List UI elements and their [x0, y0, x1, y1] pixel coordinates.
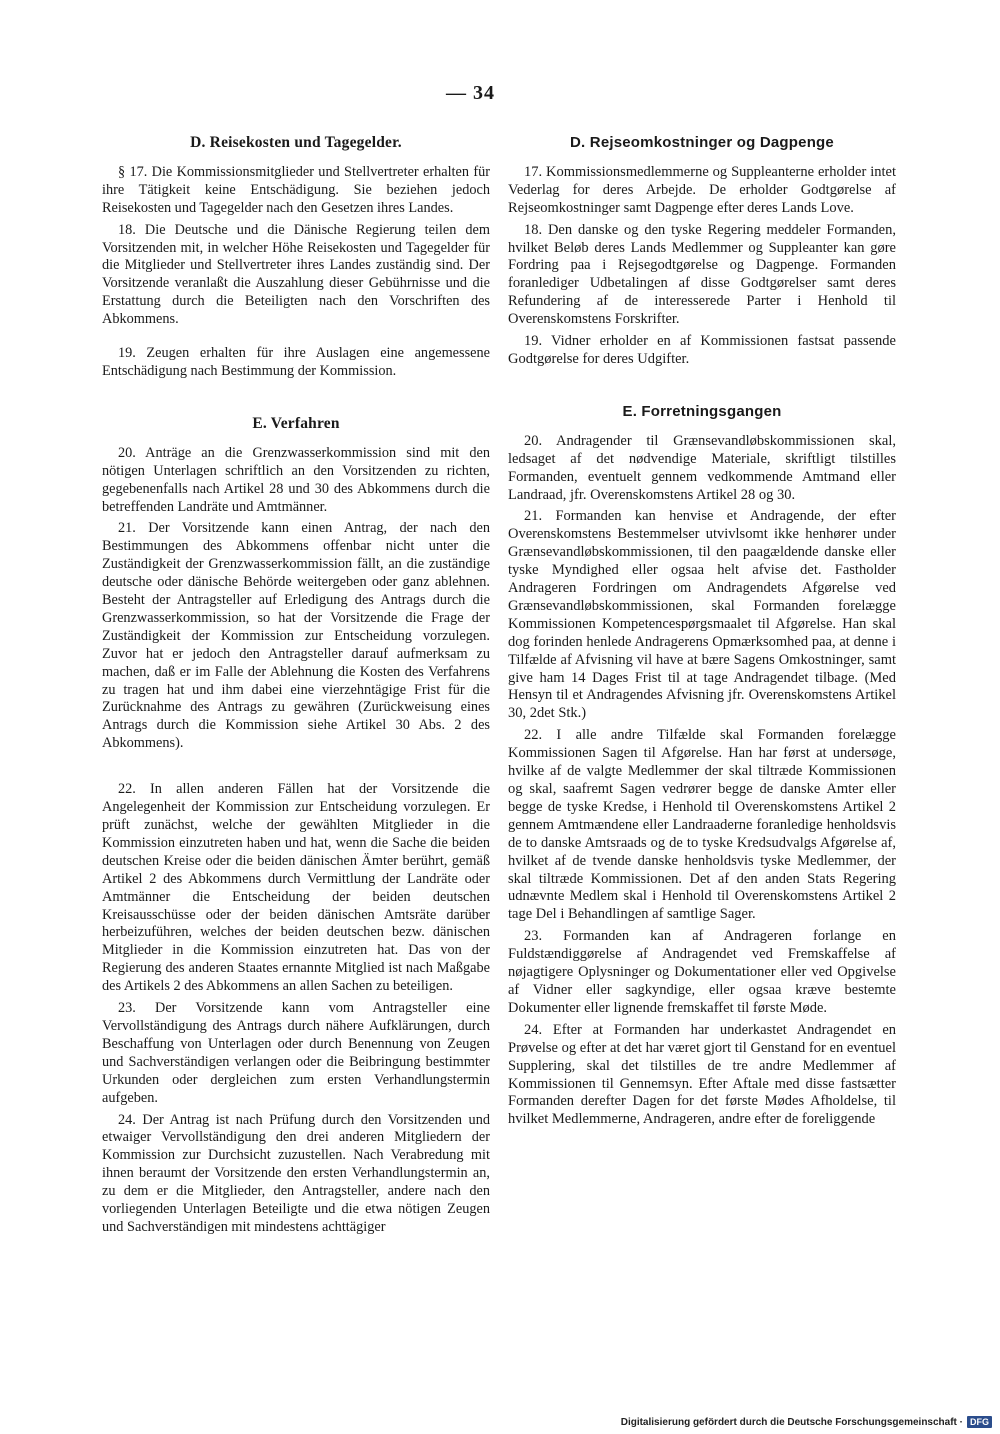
footer-text: Digitalisierung gefördert durch die Deutsche Forschungsgemeinschaft ·: [620, 1416, 963, 1428]
paragraph-21-de: 21. Der Vorsitzende kann einen Antrag, der nach den Bestimmungen des Abkommens offenbar nicht unter die Zuständigkeit der Grenzwasserkommission fällt, an die zuständige deutsche oder dänische Behörde weitergeben oder ganz ablehnen. Besteht der Antragsteller auf Erledigung des Antrags durch die Grenzwasserkommission, so hat der Vorsitzende die Frage der Zuständigkeit der Kommission zur Entscheidung vorzulegen. Zuvor hat er jedoch den Antragsteller darauf aufmerksam zu machen, daß er im Falle der Ablehnung die Kosten des Verfahrens zu tragen hat und ihm dabei eine vierzehntägige Frist für die Zurücknahme des Antrags zu gewähren (Zurückweisung eines Antrags durch die Kommission siehe Artikel 30 Abs. 2 des Abkommens).: [102, 520, 490, 752]
paragraph-17-de: § 17. Die Kommissionsmitglieder und Stellvertreter erhalten für ihre Tätigkeit keine Entschädigung. Sie beziehen jedoch Reisekosten und Tagegelder nach den Gesetzen ihres Landes.: [102, 163, 490, 216]
paragraph-23-da: 23. Formanden kan af Andrageren forlange en Fuldstændiggørelse af Andragendet ved Fremskaffelse af nøjagtigere Oplysninger og Dokumentationer eller ved Opgivelse af Vidner eller sagkyndige, eller ogsaa kræve bestemte Dokumenter eller lignende fremskaffet til første Møde.: [508, 928, 896, 1016]
page-number: — 34: [446, 82, 495, 104]
section-d-heading-de: D. Reisekosten und Tagegelder.: [190, 134, 402, 151]
paragraph-22-da: 22. I alle andre Tilfælde skal Formanden forelægge Kommissionen Sagen til Afgørelse. Han har først at undersøge, hvilke af de valgte Medlemmer der skal tiltræde Kommissionen og skal, saafremt Sagen vedrører begge de danske Amter eller begge de tyske Kredse, i Henhold til Overenskomstens Artikel 2 gennem Amtmændene eller Landraaderne foranledige henholdsvis de to danske Amtsraads og de to tyske Kredsudvalgs Afgørelse af, hvilket af de tvende danske henholdsvis tyske Medlemmer, der skal tiltræde Kommissionen. Det af den anden Stats Regering udnævnte Medlem skal i Henhold til Overenskomstens Artikel 2 tage Del i Behandlingen af samtlige Sager.: [508, 727, 896, 923]
section-d-heading-da: D. Rejseomkostninger og Dagpenge: [570, 134, 834, 151]
page-header: [0, 82, 1000, 106]
paragraph-24-de: 24. Der Antrag ist nach Prüfung durch den Vorsitzenden und etwaiger Vervollständigung den drei anderen Mitgliedern der Kommission zur Durchsicht zuzustellen. Nach Verabredung mit ihnen beraumt der Vorsitzende den ersten Verhandlungstermin an, zu dem er die Mitglieder, den Antragsteller, andere nach den vorliegenden Unterlagen Beteiligte und die etwa nötigen Zeugen und Sachverständigen mit mindestens achttägiger: [102, 1111, 490, 1235]
paragraph-21-da: 21. Formanden kan henvise et Andragende, der efter Overenskomstens Bestemmelser utvivlsomt ikke henhører under Grænsevandløbskommissionen, til den paagældende danske eller tyske Myndighed eller ogsaa helt afvise det. Fastholder Andrageren Fordringen om Andragendets Afgørelse ved Grænsevandløbskommissionen, skal Formanden forelægge Kommissionen Kompetencespørgsmaalet til Afgørelse. Han skal dog forinden henlede Andragerens Opmærksomhed paa, at denne i Tilfælde af Afvisning vil have at bære Sagens Omkostninger, samt give ham 14 Dages Frist til at tage Andragendet tilbage. (Med Hensyn til et Andragendes Afvisning jfr. Overenskomstens Artikel 30, 2det Stk.): [508, 508, 896, 722]
paragraph-18-da: 18. Den danske og den tyske Regering meddeler Formanden, hvilket Beløb deres Lands Medlemmer og Suppleanter kan gøre Fordring paa i Rejsegodtgørelse og Dagpenge. Formanden foranlediger Udbetalingen af disse Godtgørelser samt deres Refundering af de interesserede Parter i Henhold til Overenskomstens Forskrifter.: [508, 221, 896, 328]
section-e-heading-de: E. Verfahren: [252, 414, 340, 432]
paragraph-17-da: 17. Kommissionsmedlemmerne og Suppleanterne erholder intet Vederlag for deres Arbejde. De erholder Godtgørelse af Rejseomkostninger samt Dagpenge efter deres Lands Love.: [508, 163, 896, 216]
paragraph-19-da: 19. Vidner erholder en af Kommissionen fastsat passende Godtgørelse for deres Udgifter.: [508, 333, 896, 367]
german-column: [102, 134, 490, 1241]
digitization-footer: [621, 1416, 992, 1428]
paragraph-18-de: 18. Die Deutsche und die Dänische Regierung teilen dem Vorsitzenden mit, in welcher Höhe Reisekosten und Tagegelder für die Mitglieder und Stellvertreter ihres Landes zuständig sind. Der Vorsitzende veranlaßt die Auszahlung dieser Gebührnisse und die Erstattung durch die Beteiligten nach den Vorschriften des Abkommens.: [102, 221, 490, 328]
paragraph-24-da: 24. Efter at Formanden har underkastet Andragendet en Prøvelse og efter at det har været gjort til Genstand for en eventuel Supplering, skal det tilstilles de tre andre Medlemmer af Kommissionen til Gennemsyn. Efter Aftale med disse fastsætter Formanden derefter Dagen for det første Mødes Afholdelse, til hvilket Medlemmerne, Andrageren, andre efter de foreliggende: [508, 1021, 896, 1128]
paragraph-20-de: 20. Anträge an die Grenzwasserkommission sind mit den nötigen Unterlagen schriftlich an den Vorsitzenden zu richten, gegebenenfalls nach Artikel 28 und 30 des Abkommens durch die betreffenden Landräte und Amtmänner.: [102, 444, 490, 515]
paragraph-22-de: 22. In allen anderen Fällen hat der Vorsitzende die Angelegenheit der Kommission zur Entscheidung vorzulegen. Er prüft zunächst, welche der gewählten Mitglieder in die Kommission einzutreten haben und hat, wenn die Sache die beiden deutschen Kreise oder die beiden dänischen Ämter berührt, gemäß Artikel 2 des Abkommens durch Vermittlung der Landräte oder Amtmänner die Entscheidung der beiden deutschen Kreisausschüsse oder der beiden dänischen Amtsräte darüber herbeizuführen, welches der beiden deutschen bezw. dänischen Mitglieder in die Kommission einzutreten hat. Das von der Regierung des anderen Staates ernannte Mitglied ist nach Maßgabe des Artikels 2 des Abkommens an allen Sachen zu beteiligen.: [102, 781, 490, 995]
paragraph-23-de: 23. Der Vorsitzende kann vom Antragsteller eine Vervollständigung des Antrags durch nähere Aufklärungen, durch Beschaffung von Unterlagen oder durch Benennung von Zeugen und Sachverständigen verlangen oder die Beibringung bestimmter Urkunden oder dergleichen zum ersten Verhandlungstermin aufgeben.: [102, 1000, 490, 1106]
paragraph-20-da: 20. Andragender til Grænsevandløbskommissionen skal, ledsaget af det nødvendige Materiale, skriftligt tilstilles Formanden, eventuelt gennem vedkommende Amtmand eller Landraad, jfr. Overenskomstens Artikel 28 og 30.: [508, 432, 896, 503]
danish-column: [508, 134, 896, 1133]
paragraph-19-de: 19. Zeugen erhalten für ihre Auslagen eine angemessene Entschädigung nach Bestimmung der Kommission.: [102, 345, 490, 379]
section-e-heading-da: E. Forretningsgangen: [622, 402, 782, 420]
dfg-logo-icon: DFG: [967, 1416, 992, 1428]
